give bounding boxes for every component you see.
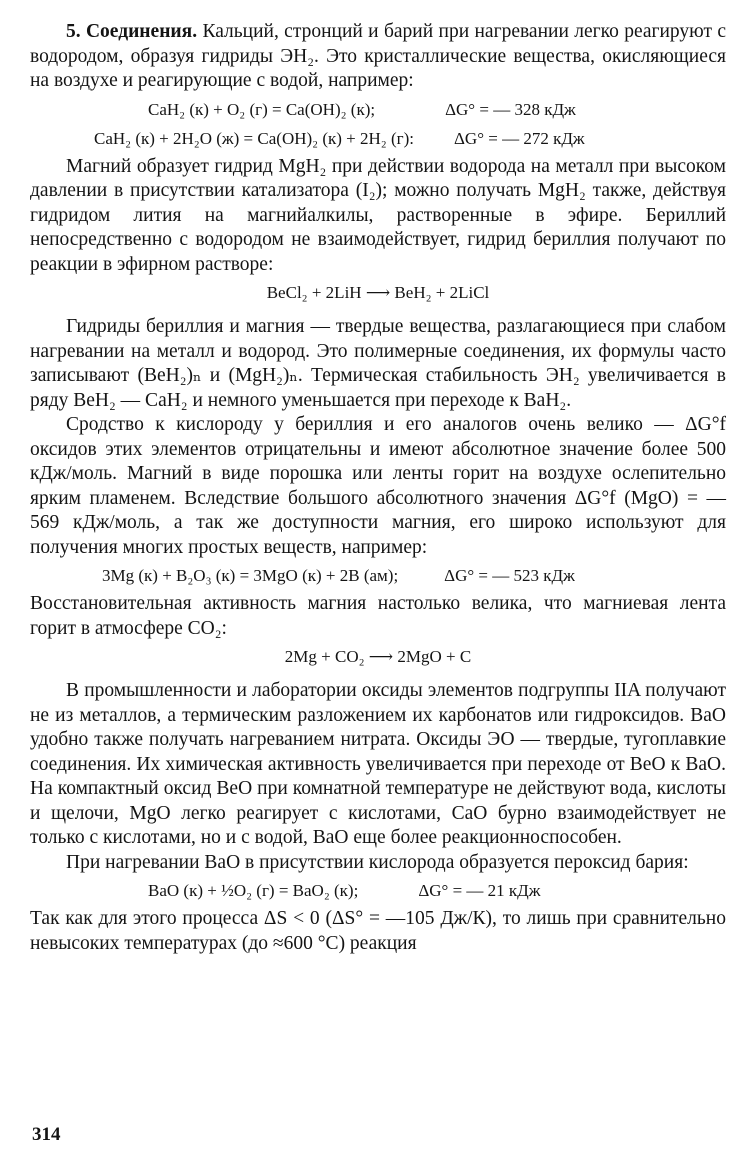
paragraph-magnesium-hydride: Магний образует гидрид MgH₂ при действии водорода на металл при высоком давлении в присутствии катализатора (I₂); можно получать MgH₂ также, действуя гидридом лития на магнийалкилы, растворенные в эфире. Бериллий непосредственно с водородом не взаимодействует, гидрид бериллия получают по реакции в эфирном растворе:: [30, 155, 726, 275]
page-number: 314: [32, 1124, 61, 1145]
paragraph-hydride-properties: Гидриды бериллия и магния — твердые вещества, разлагающиеся при слабом нагревании на металл и водород. Это полимерные соединения, их формулы часто записывают (BeH₂)ₙ и (MgH₂)ₙ. Термическая стабильность ЭН₂ увеличивается в ряду BeH₂ — CaH₂ и немного уменьшается при переходе к BaH₂.: [30, 316, 726, 411]
equation-formula: 3Mg (к) + B₂O₃ (к) = 3MgO (к) + 2B (ам);: [102, 566, 399, 585]
equation-magnesium-boron: [30, 563, 726, 589]
equation-formula: CaH₂ (к) + O₂ (г) = Ca(OH)₂ (к);: [148, 99, 376, 119]
equation-beryllium-hydride: BeCl₂ + 2LiH ⟶ BeH₂ + 2LiCl: [266, 283, 490, 302]
equation-barium-peroxide: [30, 878, 726, 904]
equation-magnesium-co2: 2Mg + CO₂ ⟶ 2MgO + C: [284, 647, 472, 666]
equation-gibbs-energy: ΔG° = — 272 кДж: [453, 128, 585, 148]
equation-gibbs-energy: ΔG° = — 328 кДж: [445, 99, 576, 119]
equation-formula: CaH₂ (к) + 2H₂O (ж) = Ca(OH)₂ (к) + 2H₂ (г):: [94, 128, 414, 148]
paragraph-oxygen-affinity: Сродство к кислороду у бериллия и его аналогов очень велико — ΔG°f оксидов этих элементов отрицательны и имеют абсолютное значение более 500 кДж/моль. Магний в виде порошка или ленты горит на воздухе ослепительно ярким пламенем. Вследствие большого абсолютного значения ΔG°f (MgO) = — 569 кДж/моль, а так же доступности магния, его широко используют для получения многих простых веществ, например:: [30, 414, 726, 558]
equation-gibbs-energy: ΔG° = — 21 кДж: [418, 881, 541, 900]
paragraph-barium-peroxide: При нагревании BaO в присутствии кислорода образуется пероксид бария:: [66, 851, 689, 873]
equation-cah2-oxygen: [30, 97, 726, 123]
paragraph-text: Кальций, стронций и барий при нагревании легко реагируют с водородом, образуя гидриды ЭН₂. Это кристаллические вещества, окисляющиеся на воздухе и реагирующие с водой, например:: [30, 21, 727, 91]
equation-gibbs-energy: ΔG° = — 523 кДж: [444, 566, 575, 585]
paragraph-oxides: В промышленности и лаборатории оксиды элементов подгруппы IIA получают не из металлов, а термическим разложением их карбонатов или гидроксидов. BaO удобно также получать нагреванием нитрата. Оксиды ЭО — твердые, тугоплавкие соединения. Их химическая активность увеличивается при переходе от BeO к BaO. На компактный оксид BeO при комнатной температуре не действуют вода, кислоты и щелочи, MgO легко реагирует с кислотами, CaO бурно взаимодействует не только с кислотами, но и с водой, BaO еще более реакционноспособен.: [30, 680, 726, 848]
section-heading: 5. Соединения.: [66, 21, 198, 42]
equation-formula: BaO (к) + ½O₂ (г) = BaO₂ (к);: [148, 881, 359, 900]
paragraph-reducing-activity: Восстановительная активность магния настолько велика, что магниевая лента горит в атмосфере CO₂:: [30, 593, 726, 639]
paragraph-compounds-intro: [30, 20, 726, 94]
paragraph-entropy: Так как для этого процесса ΔS < 0 (ΔS° = —105 Дж/К), то лишь при сравнительно невысоких температурах (до ≈600 °С) реакция: [30, 908, 726, 954]
equation-cah2-water: [30, 126, 726, 152]
